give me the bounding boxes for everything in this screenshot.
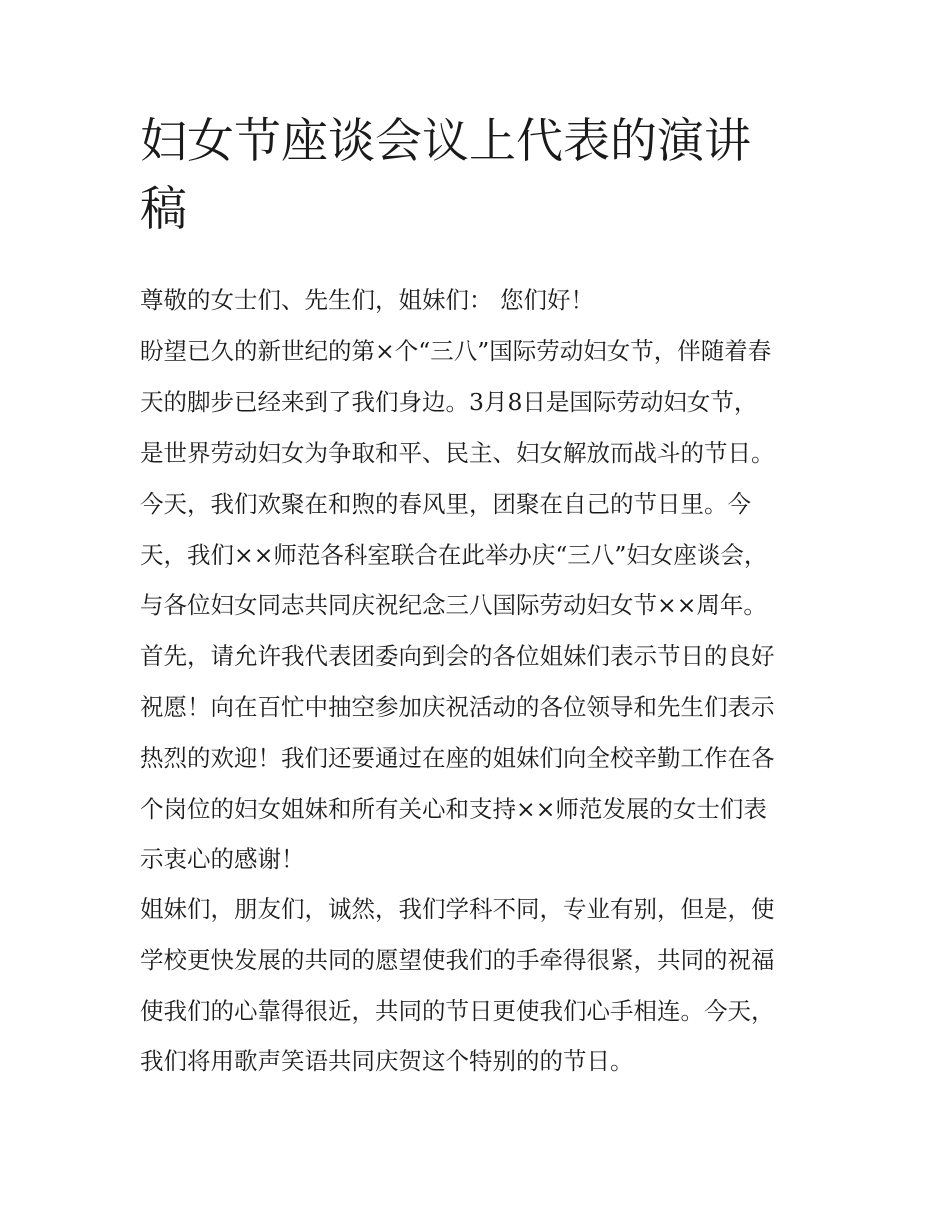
document-title <box>140 108 820 244</box>
text-line: 姐妹们，朋友们，诚然，我们学科不同，专业有别，但是，使 <box>140 895 775 923</box>
text-line: 祝愿！向在百忙中抽空参加庆祝活动的各位领导和先生们表示 <box>140 693 775 721</box>
text-line: 我们将用歌声笑语共同庆贺这个特别的的节日。 <box>140 1047 634 1075</box>
text-line: 热烈的欢迎！我们还要通过在座的姐妹们向全校辛勤工作在各 <box>140 744 775 772</box>
text-line: 使我们的心靠得很近，共同的节日更使我们心手相连。今天， <box>140 997 775 1025</box>
text-line: 个岗位的妇女姐妹和所有关心和支持××师范发展的女士们表 <box>140 795 767 823</box>
text-line: 是世界劳动妇女为争取和平、民主、妇女解放而战斗的节日。 <box>140 439 775 467</box>
text-line: 盼望已久的新世纪的第×个“三八”国际劳动妇女节，伴随着春 <box>140 337 772 365</box>
text-line: 首先，请允许我代表团委向到会的各位姐妹们表示节日的良好 <box>140 642 775 670</box>
text-line: 与各位妇女同志共同庆祝纪念三八国际劳动妇女节××周年。 <box>140 591 767 619</box>
text-line: 天的脚步已经来到了我们身边。3月8日是国际劳动妇女节， <box>140 388 758 416</box>
text-line: 今天，我们欢聚在和煦的春风里，团聚在自己的节日里。今 <box>140 490 751 518</box>
title-line-2: 稿 <box>140 182 187 237</box>
text-line: 天，我们××师范各科室联合在此举办庆“三八”妇女座谈会， <box>140 541 768 569</box>
text-line: 示衷心的感谢！ <box>140 845 305 873</box>
text-line: 学校更快发展的共同的愿望使我们的手牵得很紧，共同的祝福 <box>140 946 775 974</box>
text-line-salutation: 尊敬的女士们、先生们，姐妹们： 您们好！ <box>140 286 594 314</box>
title-line-1: 妇女节座谈会议上代表的演讲 <box>140 114 751 169</box>
